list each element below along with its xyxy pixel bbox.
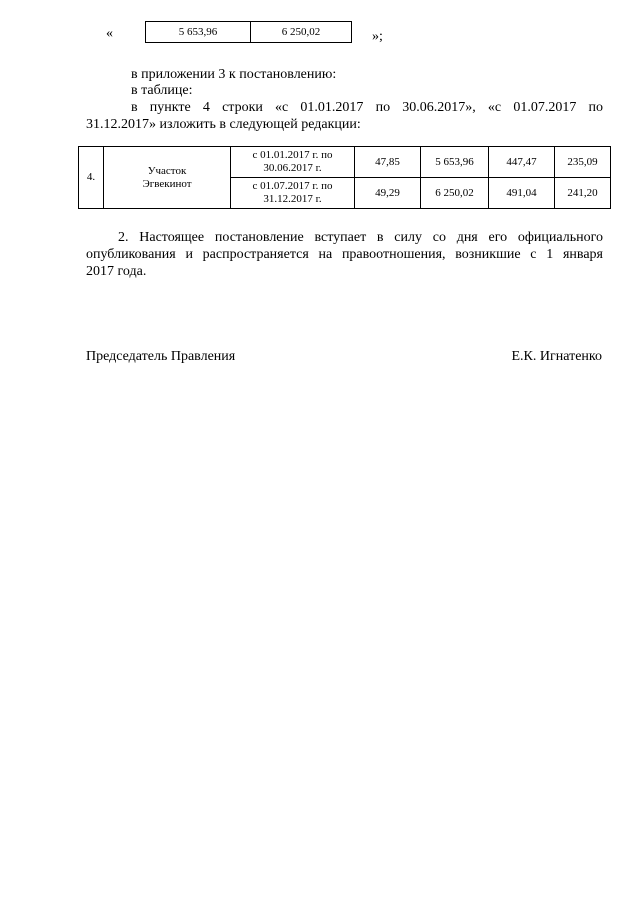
value-cell: 47,85: [355, 147, 421, 178]
paragraph-appendix3: в приложении 3 к постановлению:: [131, 67, 337, 82]
value-cell: 447,47: [489, 147, 555, 178]
paragraph-item4-line2: 31.12.2017» изложить в следующей редакции:: [86, 117, 361, 132]
signatory-position: Председатель Правления: [86, 349, 236, 364]
value-cell: 49,29: [355, 178, 421, 209]
signatory-name: Е.К. Игнатенко: [511, 349, 602, 364]
row-number: 4.: [79, 147, 104, 209]
top-values-table: [145, 21, 352, 43]
area-name: Участок Эгвекинот: [104, 147, 231, 209]
close-quote: »;: [372, 29, 383, 44]
tariff-table: [78, 146, 611, 209]
top-value-2: 6 250,02: [251, 22, 352, 43]
paragraph-in-table: в таблице:: [131, 83, 193, 98]
paragraph-item4-line1: в пункте 4 строки «с 01.01.2017 по 30.06.2017», «с 01.07.2017 по: [131, 100, 603, 115]
clause2-line2: опубликования и распространяется на правоотношения, возникшие с 1 января: [86, 247, 603, 262]
clause2-line3: 2017 года.: [86, 264, 147, 279]
value-cell: 6 250,02: [421, 178, 489, 209]
value-cell: 235,09: [555, 147, 611, 178]
top-value-1: 5 653,96: [146, 22, 251, 43]
open-quote: «: [106, 26, 113, 41]
value-cell: 5 653,96: [421, 147, 489, 178]
period-cell: с 01.01.2017 г. по 30.06.2017 г.: [231, 147, 355, 178]
value-cell: 491,04: [489, 178, 555, 209]
table-row: [79, 147, 611, 178]
period-cell: с 01.07.2017 г. по 31.12.2017 г.: [231, 178, 355, 209]
clause2-line1: 2. Настоящее постановление вступает в силу со дня его официального: [118, 230, 603, 245]
value-cell: 241,20: [555, 178, 611, 209]
